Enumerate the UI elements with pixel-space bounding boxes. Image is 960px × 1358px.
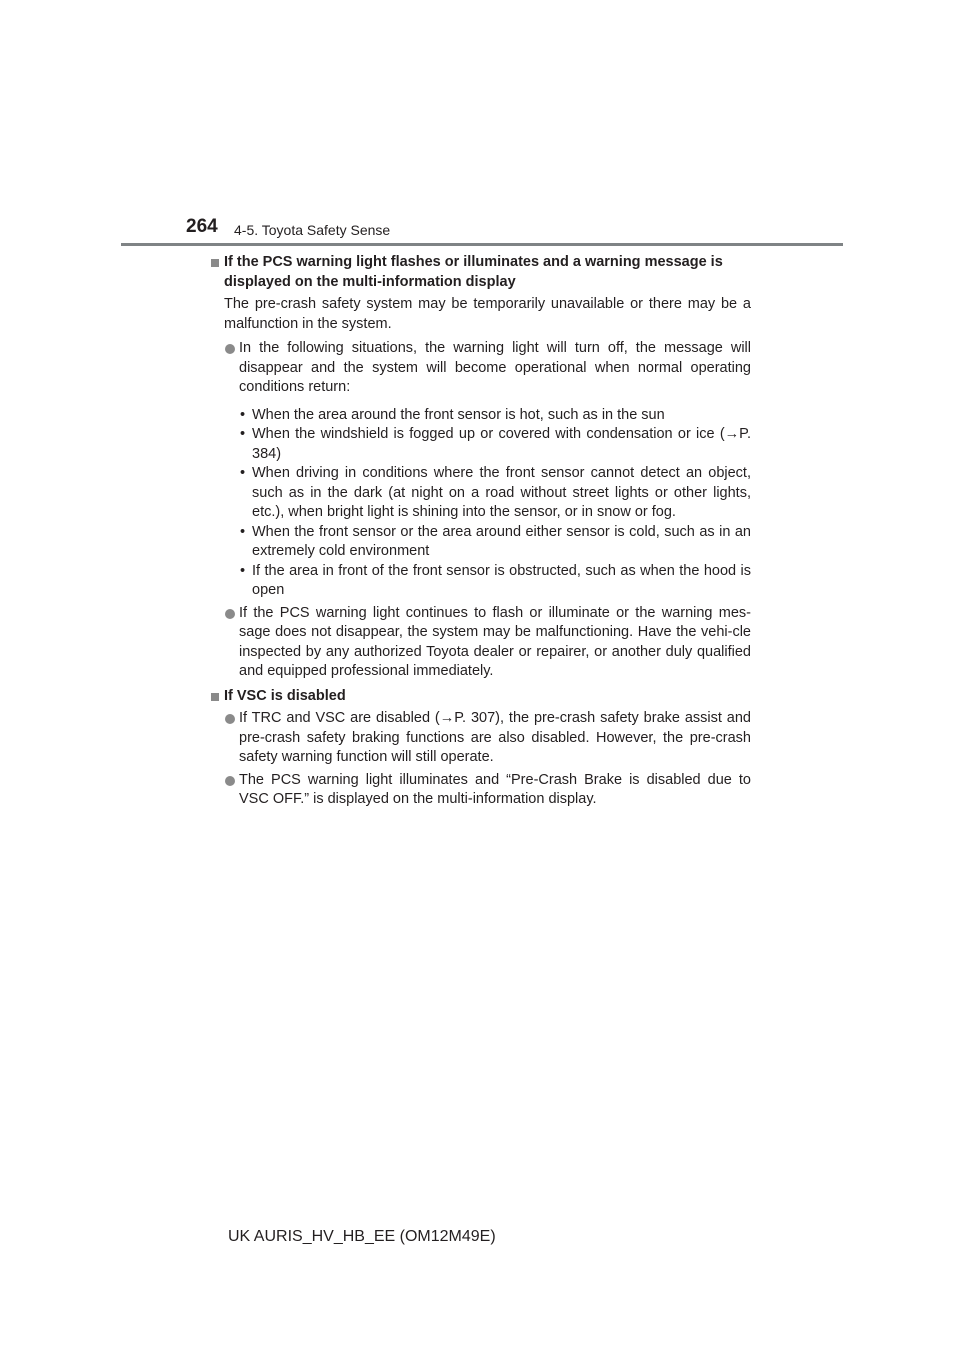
- situation-item: • When the area around the front sensor is hot, such as in the sun: [240, 406, 665, 423]
- heading-text: If VSC is disabled: [224, 687, 346, 704]
- heading-text: If the PCS warning light flashes or illuminates and a warning message is displayed on the multi-information display: [224, 254, 723, 290]
- situation-item: • If the area in front of the front sensor is obstructed, such as when the hood is open: [240, 562, 751, 598]
- list-item: [224, 339, 751, 398]
- section-heading-vsc-disabled: [211, 687, 751, 707]
- circle-bullet-icon: [225, 344, 235, 354]
- square-bullet-icon: [211, 259, 219, 267]
- square-bullet-icon: [211, 693, 219, 701]
- section-intro: The pre-crash safety system may be temporarily unavailable or there may be a malfunction in the system.: [224, 296, 751, 332]
- section-title: 4-5. Toyota Safety Sense: [234, 222, 391, 238]
- list-item: [224, 771, 751, 810]
- bullet-text: In the following situations, the warning light will turn off, the message will disappear and the system will become operational when normal operating conditions return:: [239, 340, 751, 395]
- page-number: 264: [186, 216, 218, 237]
- bullet-text: If TRC and VSC are disabled (→P. 307), the pre-crash safety brake assist and pre-crash safety braking functions are also disabled. However, the pre-crash safety warning function will still operate.: [239, 710, 751, 765]
- section-heading-pcs-warning: [211, 253, 751, 292]
- list-item: [224, 604, 751, 682]
- bullet-text: The PCS warning light illuminates and “Pre-Crash Brake is disabled due to VSC OFF.” is displayed on the multi-information display.: [239, 771, 751, 807]
- document-code: UK AURIS_HV_HB_EE (OM12M49E): [228, 1228, 496, 1245]
- situation-item: • When the windshield is fogged up or covered with condensation or ice (→P. 384): [240, 426, 751, 462]
- circle-bullet-icon: [225, 609, 235, 619]
- situation-item: • When driving in conditions where the front sensor cannot detect an object, such as in the dark (at night on a road without street lights or other lights, etc.), when bright light is shining into the sensor, or in snow or fog.: [240, 465, 751, 520]
- situation-item: • When the front sensor or the area around either sensor is cold, such as in an extremely cold environment: [240, 523, 751, 559]
- situation-list: [239, 406, 751, 601]
- circle-bullet-icon: [225, 714, 235, 724]
- header-divider: [121, 243, 843, 246]
- circle-bullet-icon: [225, 776, 235, 786]
- list-item: [224, 709, 751, 768]
- bullet-text: If the PCS warning light continues to flash or illuminate or the warning mes-sage does not disappear, the system may be malfunctioning. Have the vehi-cle inspected by any authorized Toyota dealer or repairer, or another duly qualified and equipped professional immediately.: [239, 604, 751, 679]
- page-content: [211, 253, 751, 810]
